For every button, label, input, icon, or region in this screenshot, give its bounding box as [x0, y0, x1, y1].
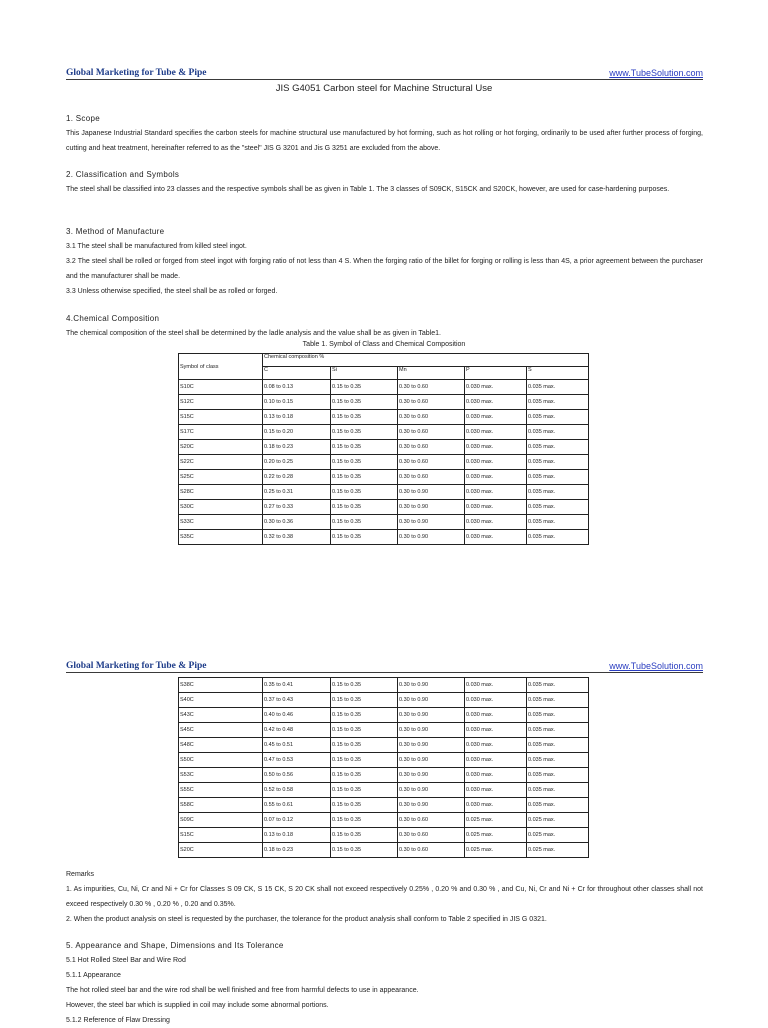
class-symbol-cell: S28C [179, 485, 263, 500]
composition-cell: 0.32 to 0.38 [263, 530, 331, 545]
remark-2: 2. When the product analysis on steel is requested by the purchaser, the tolerance for the product analysis shall conform to Table 2 specified in JIS G 0321. [66, 916, 547, 923]
composition-cell: 0.15 to 0.20 [263, 425, 331, 440]
composition-cell: 0.30 to 0.90 [398, 530, 465, 545]
composition-cell: 0.030 max. [465, 693, 527, 708]
manufacture-3-2: 3.2 The steel shall be rolled or forged from steel ingot with forging ratio of not less than 4 S. When the forging ratio of the billet for forging or rolling is less than 4S, a prior agreement between the purchaser and the manufacturer shall be made. [66, 258, 703, 280]
symbol-header: Symbol of class [179, 354, 263, 380]
table-row [179, 515, 589, 530]
table-row [179, 798, 589, 813]
col-mn: Mn [398, 367, 465, 380]
composition-cell: 0.035 max. [527, 678, 589, 693]
header-rule [66, 79, 703, 80]
page-header-2 [66, 659, 703, 673]
composition-cell: 0.035 max. [527, 515, 589, 530]
composition-cell: 0.035 max. [527, 798, 589, 813]
document-title: JIS G4051 Carbon steel for Machine Structural Use [275, 83, 493, 94]
composition-cell: 0.30 to 0.90 [398, 798, 465, 813]
appearance-5-1: 5.1 Hot Rolled Steel Bar and Wire Rod [66, 957, 186, 964]
composition-cell: 0.030 max. [465, 678, 527, 693]
composition-cell: 0.30 to 0.60 [398, 828, 465, 843]
composition-cell: 0.15 to 0.35 [331, 440, 398, 455]
composition-cell: 0.030 max. [465, 723, 527, 738]
composition-cell: 0.40 to 0.46 [263, 708, 331, 723]
composition-cell: 0.030 max. [465, 470, 527, 485]
composition-cell: 0.035 max. [527, 783, 589, 798]
class-symbol-cell: S10C [179, 380, 263, 395]
class-symbol-cell: S25C [179, 470, 263, 485]
composition-cell: 0.035 max. [527, 530, 589, 545]
composition-cell: 0.030 max. [465, 708, 527, 723]
manufacture-heading: 3. Method of Manufacture [66, 227, 165, 236]
composition-cell: 0.15 to 0.35 [331, 395, 398, 410]
header-rule [66, 672, 703, 673]
composition-cell: 0.035 max. [527, 470, 589, 485]
table-row [179, 783, 589, 798]
composition-cell: 0.13 to 0.18 [263, 828, 331, 843]
composition-cell: 0.10 to 0.15 [263, 395, 331, 410]
table-row [179, 738, 589, 753]
composition-cell: 0.025 max. [527, 843, 589, 858]
composition-cell: 0.035 max. [527, 425, 589, 440]
composition-cell: 0.035 max. [527, 440, 589, 455]
composition-cell: 0.30 to 0.60 [398, 410, 465, 425]
composition-cell: 0.15 to 0.35 [331, 813, 398, 828]
class-symbol-cell: S12C [179, 395, 263, 410]
section-classification [66, 167, 703, 197]
composition-cell: 0.030 max. [465, 500, 527, 515]
manufacture-3-1: 3.1 The steel shall be manufactured from killed steel ingot. [66, 243, 247, 250]
appearance-5-1-2: 5.1.2 Reference of Flaw Dressing [66, 1017, 170, 1024]
brand-name: Global Marketing for Tube & Pipe [66, 68, 207, 78]
composition-cell: 0.15 to 0.35 [331, 753, 398, 768]
table-row [179, 380, 589, 395]
composition-cell: 0.025 max. [527, 813, 589, 828]
composition-cell: 0.025 max. [465, 843, 527, 858]
table-caption: Table 1. Symbol of Class and Chemical Composition [302, 341, 466, 348]
composition-cell: 0.30 to 0.36 [263, 515, 331, 530]
composition-cell: 0.55 to 0.61 [263, 798, 331, 813]
composition-cell: 0.30 to 0.90 [398, 708, 465, 723]
composition-cell: 0.27 to 0.33 [263, 500, 331, 515]
composition-cell: 0.15 to 0.35 [331, 455, 398, 470]
composition-cell: 0.035 max. [527, 395, 589, 410]
composition-cell: 0.030 max. [465, 530, 527, 545]
class-symbol-cell: S50C [179, 753, 263, 768]
composition-cell: 0.30 to 0.90 [398, 678, 465, 693]
col-si: Si [331, 367, 398, 380]
composition-cell: 0.37 to 0.43 [263, 693, 331, 708]
table-row [179, 530, 589, 545]
composition-cell: 0.30 to 0.90 [398, 515, 465, 530]
manufacture-3-3: 3.3 Unless otherwise specified, the steel shall be as rolled or forged. [66, 288, 278, 295]
class-symbol-cell: S38C [179, 678, 263, 693]
table-row [179, 410, 589, 425]
class-symbol-cell: S33C [179, 515, 263, 530]
table-row [179, 678, 589, 693]
class-symbol-cell: S09C [179, 813, 263, 828]
composition-cell: 0.030 max. [465, 485, 527, 500]
composition-cell: 0.025 max. [465, 813, 527, 828]
class-symbol-cell: S17C [179, 425, 263, 440]
composition-cell: 0.030 max. [465, 738, 527, 753]
composition-cell: 0.15 to 0.35 [331, 380, 398, 395]
composition-cell: 0.035 max. [527, 693, 589, 708]
composition-table-part1 [178, 353, 589, 545]
table-row [179, 768, 589, 783]
composition-cell: 0.035 max. [527, 380, 589, 395]
chemical-text: The chemical composition of the steel shall be determined by the ladle analysis and the value shall be as given in Table1. [66, 330, 441, 337]
table-row [179, 470, 589, 485]
table-row [179, 723, 589, 738]
composition-cell: 0.35 to 0.41 [263, 678, 331, 693]
class-symbol-cell: S20C [179, 843, 263, 858]
table-row [179, 455, 589, 470]
composition-cell: 0.15 to 0.35 [331, 515, 398, 530]
composition-cell: 0.15 to 0.35 [331, 768, 398, 783]
table-row [179, 440, 589, 455]
table-row [179, 843, 589, 858]
table-row [179, 693, 589, 708]
composition-cell: 0.15 to 0.35 [331, 708, 398, 723]
composition-cell: 0.15 to 0.35 [331, 470, 398, 485]
composition-cell: 0.30 to 0.60 [398, 395, 465, 410]
composition-cell: 0.035 max. [527, 708, 589, 723]
composition-cell: 0.025 max. [465, 828, 527, 843]
composition-cell: 0.035 max. [527, 410, 589, 425]
section-chemical [66, 311, 703, 341]
composition-cell: 0.47 to 0.53 [263, 753, 331, 768]
composition-cell: 0.30 to 0.90 [398, 768, 465, 783]
page-header-1 [66, 66, 703, 80]
composition-cell: 0.30 to 0.90 [398, 500, 465, 515]
table-header-row [179, 354, 589, 367]
composition-cell: 0.15 to 0.35 [331, 723, 398, 738]
composition-cell: 0.035 max. [527, 455, 589, 470]
composition-cell: 0.30 to 0.60 [398, 470, 465, 485]
class-symbol-cell: S58C [179, 798, 263, 813]
composition-cell: 0.30 to 0.90 [398, 485, 465, 500]
table-row [179, 708, 589, 723]
appearance-heading: 5. Appearance and Shape, Dimensions and Its Tolerance [66, 941, 284, 950]
classification-heading: 2. Classification and Symbols [66, 170, 180, 179]
composition-cell: 0.15 to 0.35 [331, 828, 398, 843]
remark-1: 1. As impurities, Cu, Ni, Cr and Ni + Cr for Classes S 09 CK, S 15 CK, S 20 CK shall not exceed respectively 0.25% , 0.20 % and 0.30 % , and Cu, Ni, Cr and Ni + Cr for throughout other classes shall not exceed respectively 0.30 % , 0.20 % , 0.20 and 0.35%. [66, 886, 703, 908]
composition-cell: 0.45 to 0.51 [263, 738, 331, 753]
class-symbol-cell: S43C [179, 708, 263, 723]
composition-cell: 0.07 to 0.12 [263, 813, 331, 828]
appearance-text-2: However, the steel bar which is supplied in coil may include some abnormal portions. [66, 1002, 329, 1009]
composition-cell: 0.30 to 0.60 [398, 440, 465, 455]
composition-cell: 0.30 to 0.60 [398, 843, 465, 858]
composition-cell: 0.50 to 0.56 [263, 768, 331, 783]
composition-cell: 0.15 to 0.35 [331, 425, 398, 440]
class-symbol-cell: S55C [179, 783, 263, 798]
website-link[interactable]: www.TubeSolution.com [609, 68, 703, 78]
composition-cell: 0.20 to 0.25 [263, 455, 331, 470]
composition-cell: 0.52 to 0.58 [263, 783, 331, 798]
composition-cell: 0.15 to 0.35 [331, 678, 398, 693]
composition-cell: 0.025 max. [527, 828, 589, 843]
composition-cell: 0.15 to 0.35 [331, 485, 398, 500]
composition-cell: 0.030 max. [465, 380, 527, 395]
composition-cell: 0.030 max. [465, 783, 527, 798]
class-symbol-cell: S40C [179, 693, 263, 708]
composition-cell: 0.035 max. [527, 753, 589, 768]
class-symbol-cell: S15C [179, 410, 263, 425]
table-row [179, 500, 589, 515]
composition-table-part2 [178, 677, 589, 858]
class-symbol-cell: S30C [179, 500, 263, 515]
class-symbol-cell: S53C [179, 768, 263, 783]
website-link[interactable]: www.TubeSolution.com [609, 661, 703, 671]
composition-cell: 0.15 to 0.35 [331, 738, 398, 753]
composition-cell: 0.030 max. [465, 440, 527, 455]
composition-cell: 0.030 max. [465, 410, 527, 425]
class-symbol-cell: S48C [179, 738, 263, 753]
composition-cell: 0.15 to 0.35 [331, 843, 398, 858]
composition-cell: 0.13 to 0.18 [263, 410, 331, 425]
composition-cell: 0.25 to 0.31 [263, 485, 331, 500]
chemical-heading: 4.Chemical Composition [66, 314, 160, 323]
composition-cell: 0.30 to 0.60 [398, 425, 465, 440]
class-symbol-cell: S35C [179, 530, 263, 545]
composition-cell: 0.30 to 0.60 [398, 380, 465, 395]
section-remarks [66, 867, 703, 927]
composition-cell: 0.15 to 0.35 [331, 798, 398, 813]
composition-cell: 0.035 max. [527, 723, 589, 738]
composition-cell: 0.15 to 0.35 [331, 530, 398, 545]
composition-cell: 0.035 max. [527, 485, 589, 500]
class-symbol-cell: S20C [179, 440, 263, 455]
appearance-5-1-1: 5.1.1 Appearance [66, 972, 121, 979]
brand-name: Global Marketing for Tube & Pipe [66, 661, 207, 671]
table-row [179, 828, 589, 843]
composition-cell: 0.030 max. [465, 753, 527, 768]
table-row [179, 485, 589, 500]
composition-cell: 0.030 max. [465, 455, 527, 470]
section-scope [66, 111, 703, 156]
composition-cell: 0.30 to 0.90 [398, 783, 465, 798]
composition-cell: 0.42 to 0.48 [263, 723, 331, 738]
composition-cell: 0.030 max. [465, 515, 527, 530]
section-manufacture [66, 224, 703, 299]
table-row [179, 813, 589, 828]
class-symbol-cell: S22C [179, 455, 263, 470]
table-row [179, 395, 589, 410]
composition-cell: 0.15 to 0.35 [331, 410, 398, 425]
appearance-text-1: The hot rolled steel bar and the wire rod shall be well finished and free from harmful defects to use in appearance. [66, 987, 419, 994]
composition-cell: 0.30 to 0.90 [398, 738, 465, 753]
scope-heading: 1. Scope [66, 114, 100, 123]
scope-text: This Japanese Industrial Standard specifies the carbon steels for machine structural use manufactured by hot forming, such as hot rolling or hot forging, ordinarily to be used after further process of forging, cutting and heat treatment, hereinafter referred to as the "steel" JIS G 3201 and Jis G 3251 are excluded from the above. [66, 130, 703, 152]
composition-header: Chemical composition % [263, 354, 589, 367]
col-c: C [263, 367, 331, 380]
class-symbol-cell: S45C [179, 723, 263, 738]
remarks-heading: Remarks [66, 871, 95, 878]
section-appearance [66, 938, 703, 1028]
composition-cell: 0.30 to 0.60 [398, 813, 465, 828]
composition-cell: 0.30 to 0.90 [398, 753, 465, 768]
classification-text: The steel shall be classified into 23 classes and the respective symbols shall be as given in Table 1. The 3 classes of S09CK, S15CK and S20CK, however, are used for case-hardening purposes. [66, 186, 670, 193]
composition-cell: 0.30 to 0.90 [398, 693, 465, 708]
composition-cell: 0.035 max. [527, 738, 589, 753]
composition-cell: 0.15 to 0.35 [331, 500, 398, 515]
table-row [179, 753, 589, 768]
composition-cell: 0.30 to 0.90 [398, 723, 465, 738]
col-p: P [465, 367, 527, 380]
col-s: S [527, 367, 589, 380]
class-symbol-cell: S15C [179, 828, 263, 843]
composition-cell: 0.15 to 0.35 [331, 693, 398, 708]
table-row [179, 425, 589, 440]
composition-cell: 0.08 to 0.13 [263, 380, 331, 395]
composition-cell: 0.035 max. [527, 768, 589, 783]
composition-cell: 0.030 max. [465, 798, 527, 813]
composition-cell: 0.22 to 0.28 [263, 470, 331, 485]
composition-cell: 0.030 max. [465, 425, 527, 440]
composition-cell: 0.18 to 0.23 [263, 843, 331, 858]
composition-cell: 0.030 max. [465, 395, 527, 410]
composition-cell: 0.30 to 0.60 [398, 455, 465, 470]
composition-cell: 0.15 to 0.35 [331, 783, 398, 798]
composition-cell: 0.18 to 0.23 [263, 440, 331, 455]
composition-cell: 0.030 max. [465, 768, 527, 783]
composition-cell: 0.035 max. [527, 500, 589, 515]
